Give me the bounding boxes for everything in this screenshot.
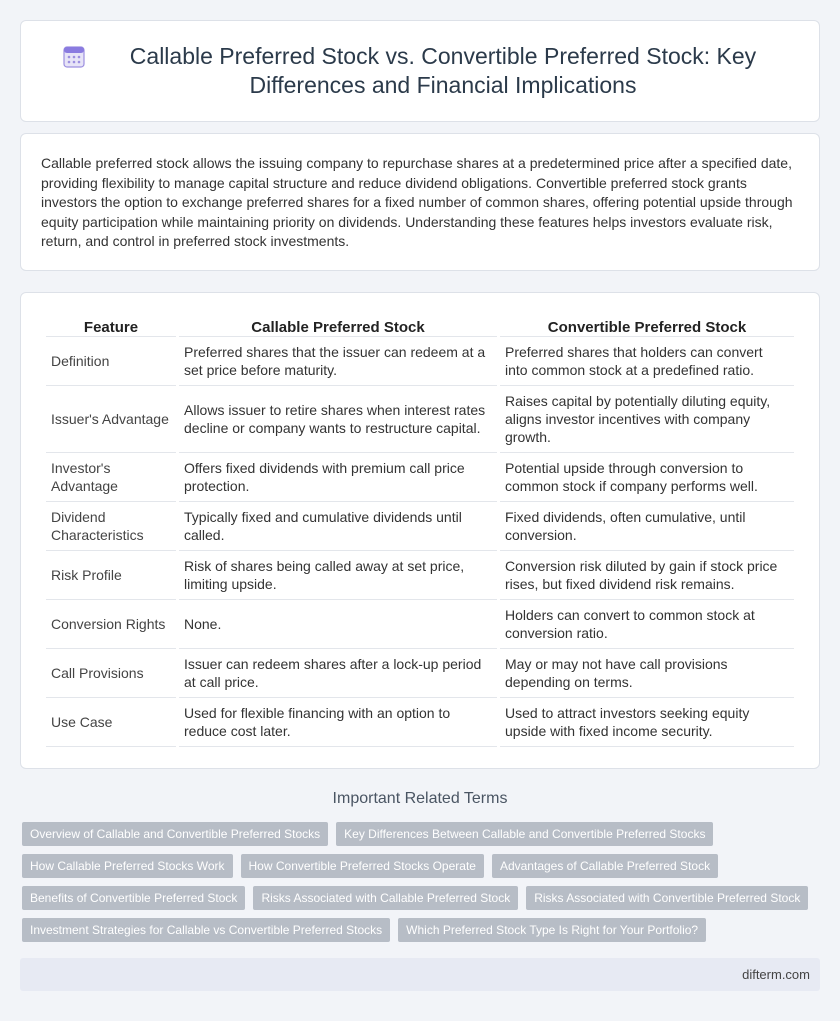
callable-cell: Risk of shares being called away at set price, limiting upside. [179,551,497,600]
table-row [46,698,794,747]
related-term-tag[interactable]: How Convertible Preferred Stocks Operate [241,854,484,878]
feature-cell: Conversion Rights [46,600,176,649]
footer-site-link[interactable]: difterm.com [742,967,810,982]
calendar-icon [61,44,87,70]
table-row [46,386,794,453]
header-feature: Feature [46,313,176,337]
convertible-cell: May or may not have call provisions depending on terms. [500,649,794,698]
convertible-cell: Used to attract investors seeking equity upside with fixed income security. [500,698,794,747]
intro-paragraph: Callable preferred stock allows the issuing company to repurchase shares at a predetermined price after a specified date, providing flexibility to manage capital structure and reduce dividend obligations. Convertible preferred stock grants investors the option to exchange preferred shares for a fixed number of common shares, offering potential upside through equity participation while maintaining priority on dividends. Understanding these features helps investors evaluate risk, return, and control in preferred stock investments. [41,155,793,249]
callable-cell: Used for flexible financing with an option to reduce cost later. [179,698,497,747]
page-title: Callable Preferred Stock vs. Convertible Preferred Stock: Key Differences and Financial Implications [129,43,757,98]
title-wrap [21,21,819,121]
callable-cell: Preferred shares that the issuer can redeem at a set price before maturity. [179,337,497,386]
convertible-cell: Raises capital by potentially diluting equity, aligns investor incentives with company growth. [500,386,794,453]
feature-cell: Investor's Advantage [46,453,176,502]
convertible-cell: Preferred shares that holders can convert into common stock at a predefined ratio. [500,337,794,386]
related-term-tag[interactable]: Advantages of Callable Preferred Stock [492,854,718,878]
table-row [46,502,794,551]
callable-cell: Offers fixed dividends with premium call price protection. [179,453,497,502]
related-term-tag[interactable]: Benefits of Convertible Preferred Stock [22,886,245,910]
feature-cell: Call Provisions [46,649,176,698]
convertible-cell: Fixed dividends, often cumulative, until conversion. [500,502,794,551]
feature-cell: Issuer's Advantage [46,386,176,453]
callable-cell: Issuer can redeem shares after a lock-up period at call price. [179,649,497,698]
convertible-cell: Conversion risk diluted by gain if stock price rises, but fixed dividend risk remains. [500,551,794,600]
feature-cell: Risk Profile [46,551,176,600]
intro-card [20,133,820,271]
related-term-tag[interactable]: How Callable Preferred Stocks Work [22,854,233,878]
comparison-table-card [20,292,820,769]
comparison-table [43,313,797,747]
table-row [46,453,794,502]
related-term-tag[interactable]: Overview of Callable and Convertible Preferred Stocks [22,822,328,846]
related-term-tag[interactable]: Key Differences Between Callable and Convertible Preferred Stocks [336,822,713,846]
table-row [46,551,794,600]
header-convertible: Convertible Preferred Stock [500,313,794,337]
footer [20,958,820,991]
callable-cell: Allows issuer to retire shares when interest rates decline or company wants to restructure capital. [179,386,497,453]
convertible-cell: Holders can convert to common stock at conversion ratio. [500,600,794,649]
header-callable: Callable Preferred Stock [179,313,497,337]
table-header-row [46,313,794,337]
related-terms-title: Important Related Terms [332,790,508,807]
title-card [20,20,820,122]
feature-cell: Dividend Characteristics [46,502,176,551]
feature-cell: Definition [46,337,176,386]
callable-cell: Typically fixed and cumulative dividends until called. [179,502,497,551]
table-row [46,600,794,649]
callable-cell: None. [179,600,497,649]
related-term-tag[interactable]: Risks Associated with Convertible Preferred Stock [526,886,808,910]
related-term-tag[interactable]: Which Preferred Stock Type Is Right for Your Portfolio? [398,918,706,942]
feature-cell: Use Case [46,698,176,747]
convertible-cell: Potential upside through conversion to common stock if company performs well. [500,453,794,502]
table-row [46,649,794,698]
table-row [46,337,794,386]
related-term-tag[interactable]: Risks Associated with Callable Preferred Stock [253,886,518,910]
related-terms-list [22,822,822,942]
related-term-tag[interactable]: Investment Strategies for Callable vs Convertible Preferred Stocks [22,918,390,942]
